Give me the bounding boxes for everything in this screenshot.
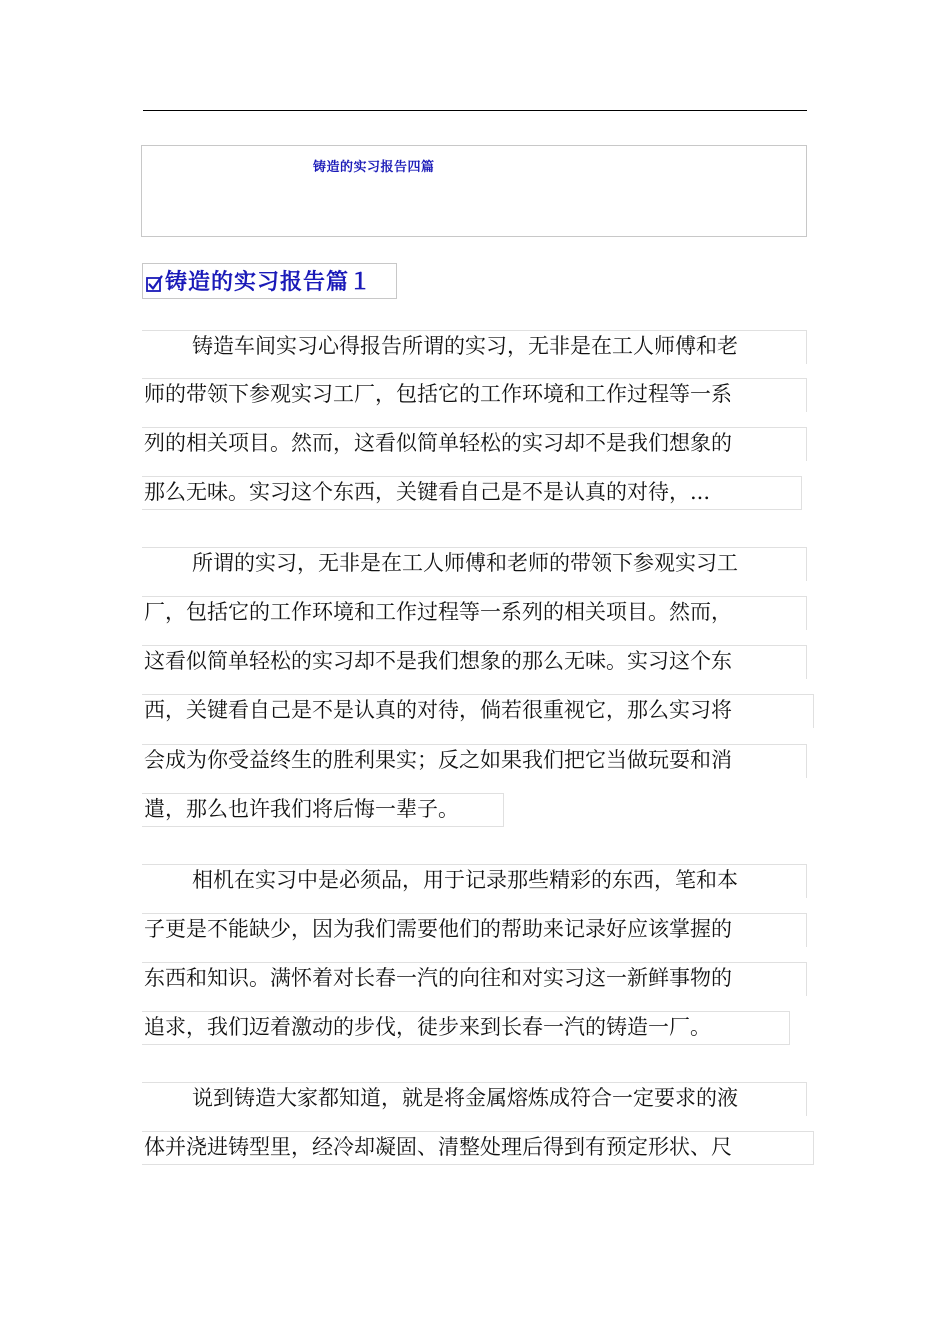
checked-box-icon: [146, 275, 163, 292]
document-header-box: [141, 145, 807, 237]
paragraph-4-line-2: 体并浇进铸型里，经冷却凝固、清整处理后得到有预定形状、尺: [142, 1131, 814, 1165]
paragraph-3-line-4: 追求，我们迈着激动的步伐，徒步来到长春一汽的铸造一厂。: [142, 1011, 790, 1045]
section-heading: [142, 263, 397, 299]
header-rule: [143, 110, 807, 111]
paragraph-2-line-1: 所谓的实习，无非是在工人师傅和老师的带领下参观实习工: [142, 547, 807, 581]
paragraph-3-line-2: 子更是不能缺少，因为我们需要他们的帮助来记录好应该掌握的: [142, 913, 807, 947]
paragraph-2-line-4: 西，关键看自己是不是认真的对待，倘若很重视它，那么实习将: [142, 694, 814, 728]
paragraph-2-line-5: 会成为你受益终生的胜利果实；反之如果我们把它当做玩耍和消: [142, 744, 807, 778]
paragraph-1-line-1: 铸造车间实习心得报告所谓的实习，无非是在工人师傅和老: [142, 330, 807, 364]
paragraph-2-line-6: 遣，那么也许我们将后悔一辈子。: [142, 793, 504, 827]
paragraph-1-line-2: 师的带领下参观实习工厂，包括它的工作环境和工作过程等一系: [142, 378, 807, 412]
paragraph-2-line-2: 厂，包括它的工作环境和工作过程等一系列的相关项目。然而，: [142, 596, 807, 630]
paragraph-1-line-3: 列的相关项目。然而，这看似简单轻松的实习却不是我们想象的: [142, 427, 807, 461]
document-title: 铸造的实习报告四篇: [313, 160, 435, 175]
paragraph-3-line-1: 相机在实习中是必须品，用于记录那些精彩的东西，笔和本: [142, 864, 807, 898]
paragraph-2-line-3: 这看似简单轻松的实习却不是我们想象的那么无味。实习这个东: [142, 645, 807, 679]
paragraph-1-line-4: 那么无味。实习这个东西，关键看自己是不是认真的对待，...: [142, 476, 802, 510]
paragraph-3-line-3: 东西和知识。满怀着对长春一汽的向往和对实习这一新鲜事物的: [142, 962, 807, 996]
section-heading-text: 铸造的实习报告篇１: [165, 268, 373, 295]
paragraph-4-line-1: 说到铸造大家都知道，就是将金属熔炼成符合一定要求的液: [142, 1082, 807, 1116]
